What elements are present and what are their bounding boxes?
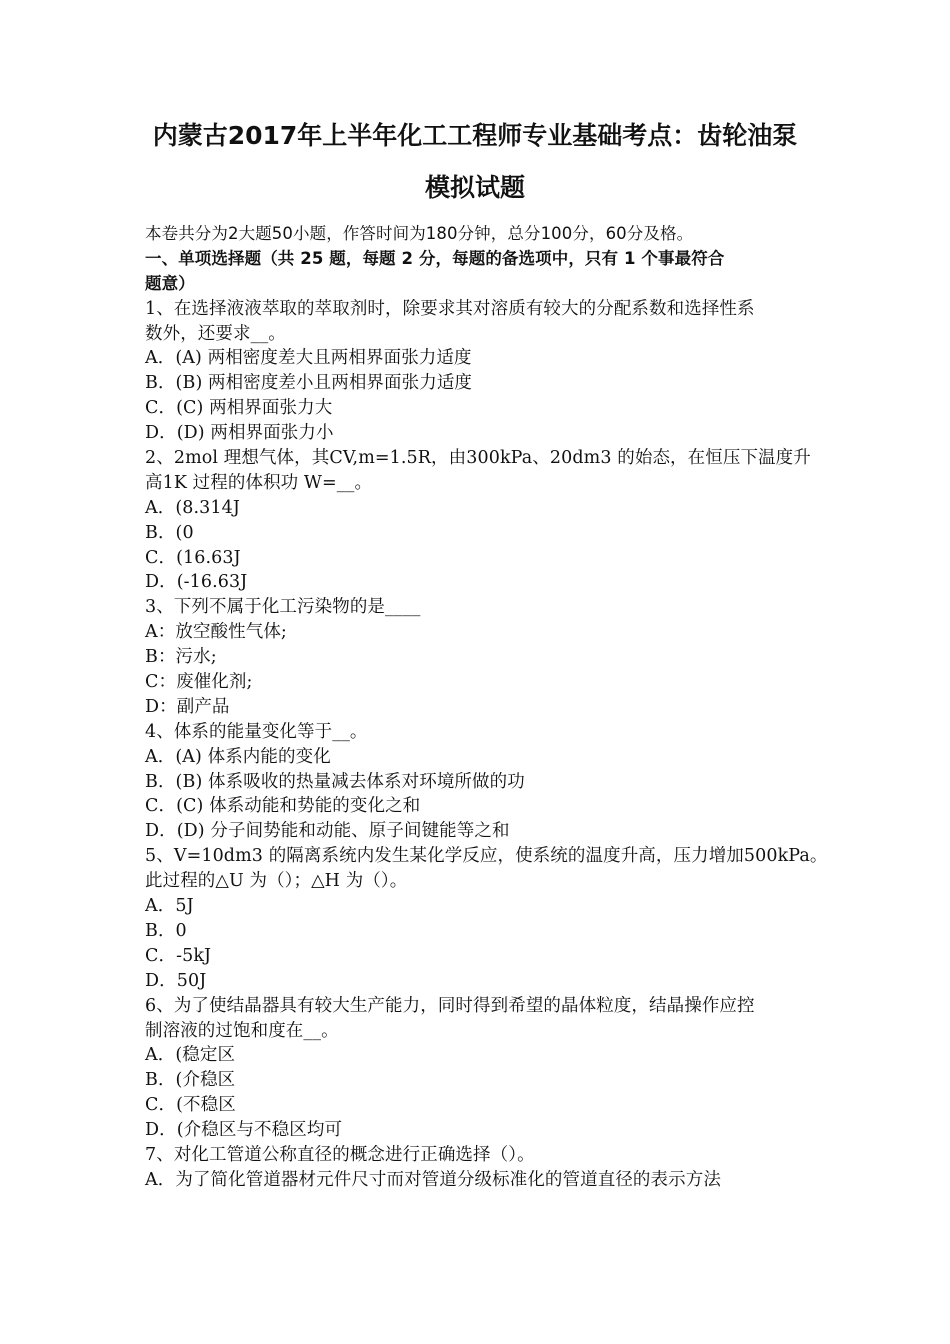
- question-line: C．(C) 体系动能和势能的变化之和: [145, 796, 421, 817]
- question-line: A．为了简化管道器材元件尺寸而对管道分级标准化的管道直径的表示方法: [145, 1169, 721, 1190]
- question-line: B．(介稳区: [145, 1070, 236, 1091]
- document-title: 内蒙古2017年上半年化工工程师专业基础考点：齿轮油泵: [152, 121, 798, 150]
- question-line: A．(稳定区: [145, 1045, 236, 1066]
- question-line: C．(C) 两相界面张力大: [145, 398, 333, 419]
- question-line: D．(D) 分子间势能和动能、原子间键能等之和: [145, 821, 510, 842]
- question-line: C．-5kJ: [145, 945, 212, 966]
- question-line: 4、体系的能量变化等于__。: [145, 721, 368, 742]
- question-line: B．(0: [145, 522, 194, 543]
- question-line: D．(D) 两相界面张力小: [145, 423, 334, 444]
- question-line: 数外，还要求__。: [145, 323, 286, 344]
- section-heading: 一、单项选择题（共 25 题，每题 2 分，每题的备选项中，只有 1 个事最符合: [145, 248, 725, 268]
- question-line: A．5J: [145, 896, 194, 917]
- question-line: B．(B) 体系吸收的热量减去体系对环境所做的功: [145, 771, 525, 792]
- document-title-continued: 模拟试题: [424, 173, 525, 202]
- question-line: D．(介稳区与不稳区均可: [145, 1120, 343, 1141]
- question-line: C：废催化剂;: [145, 672, 253, 693]
- question-line: A．(A) 两相密度差大且两相界面张力适度: [145, 348, 472, 369]
- question-line: 1、在选择液液萃取的萃取剂时，除要求其对溶质有较大的分配系数和选择性系: [145, 298, 755, 319]
- question-list: [145, 297, 828, 1193]
- question-line: 7、对化工管道公称直径的概念进行正确选择（）。: [145, 1144, 535, 1165]
- question-line: B．(B) 两相密度差小且两相界面张力适度: [145, 373, 473, 394]
- question-line: D．50J: [145, 970, 207, 991]
- question-line: A．(8.314J: [145, 497, 240, 518]
- question-line: B：污水;: [145, 647, 217, 668]
- question-line: 此过程的△U 为（）；△H 为（）。: [145, 871, 408, 892]
- question-line: D．(-16.63J: [145, 572, 248, 593]
- question-line: A．(A) 体系内能的变化: [145, 746, 331, 767]
- question-line: 5、V=10dm3 的隔离系统内发生某化学反应，使系统的温度升高，压力增加500kPa。: [145, 846, 828, 867]
- question-line: D：副产品: [145, 696, 230, 717]
- document-body: [145, 222, 828, 1193]
- question-line: 6、为了使结晶器具有较大生产能力，同时得到希望的晶体粒度，结晶操作应控: [145, 995, 755, 1016]
- question-line: 高1K 过程的体积功 W=__。: [145, 472, 373, 493]
- section-heading-continued: 题意）: [145, 273, 195, 293]
- question-line: 制溶液的过饱和度在__。: [145, 1020, 339, 1041]
- exam-intro: 本卷共分为2大题50小题，作答时间为180分钟，总分100分，60分及格。: [145, 224, 694, 243]
- question-line: 2、2mol 理想气体，其CV,m=1.5R，由300kPa、20dm3 的始态，在恒压下温度升: [145, 448, 811, 469]
- question-line: C．(不稳区: [145, 1095, 236, 1116]
- question-line: A：放空酸性气体;: [145, 622, 287, 643]
- question-line: B．0: [145, 920, 187, 941]
- question-line: 3、下列不属于化工污染物的是____: [145, 597, 421, 618]
- question-line: C．(16.63J: [145, 547, 241, 568]
